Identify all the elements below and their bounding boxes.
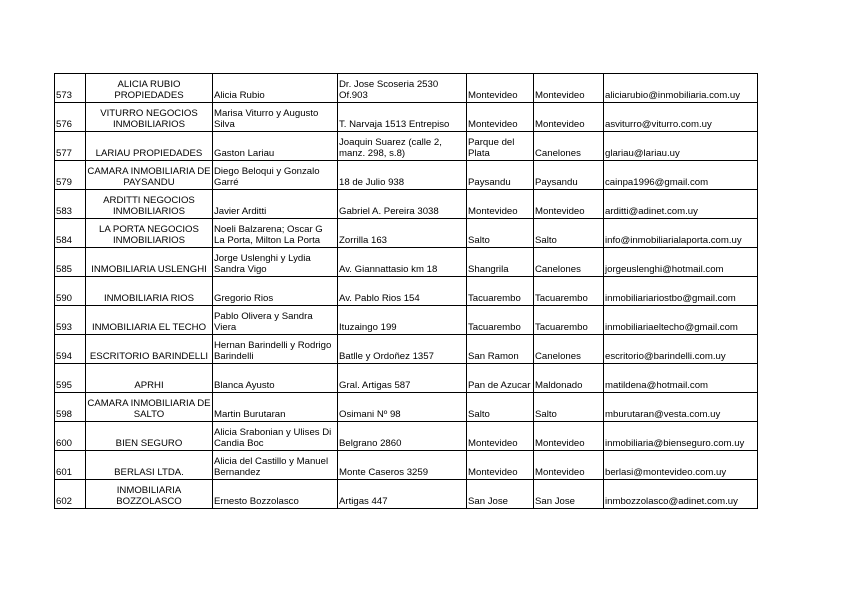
cell-number-text: 601 bbox=[56, 467, 73, 478]
cell-email-text: aliciarubio@inmobiliaria.com.uy bbox=[605, 90, 741, 101]
cell-number bbox=[55, 393, 86, 422]
cell-number-text: 576 bbox=[56, 119, 73, 130]
cell-address-text: Batlle y Ordoñez 1357 bbox=[339, 351, 434, 362]
cell-city bbox=[467, 306, 534, 335]
cell-number-text: 593 bbox=[56, 322, 73, 333]
cell-contact bbox=[213, 190, 338, 219]
cell-agency-text: LARIAU PROPIEDADES bbox=[95, 148, 203, 159]
cell-agency-text: VITURRO NEGOCIOS INMOBILIARIOS bbox=[100, 108, 198, 130]
table-row bbox=[55, 335, 758, 364]
cell-address bbox=[338, 74, 467, 103]
cell-city bbox=[467, 335, 534, 364]
table-row bbox=[55, 451, 758, 480]
cell-email-text: cainpa1996@gmail.com bbox=[605, 177, 709, 188]
cell-address-text: Artigas 447 bbox=[339, 496, 388, 507]
agencies-table bbox=[54, 73, 758, 509]
cell-email-text: inmbozzolasco@adinet.com.uy bbox=[605, 496, 738, 507]
cell-city bbox=[467, 364, 534, 393]
cell-number-text: 573 bbox=[56, 90, 73, 101]
cell-number bbox=[55, 190, 86, 219]
cell-contact bbox=[213, 451, 338, 480]
cell-address bbox=[338, 451, 467, 480]
cell-contact-text: Alicia Rubio bbox=[214, 90, 265, 101]
cell-city bbox=[467, 277, 534, 306]
cell-department-text: Salto bbox=[535, 235, 557, 246]
cell-number-text: 584 bbox=[56, 235, 73, 246]
cell-address bbox=[338, 306, 467, 335]
cell-city bbox=[467, 132, 534, 161]
cell-department-text: Montevideo bbox=[535, 119, 585, 130]
cell-agency bbox=[86, 277, 213, 306]
cell-address-text: Av. Giannattasio km 18 bbox=[339, 264, 438, 275]
cell-address bbox=[338, 422, 467, 451]
cell-department bbox=[534, 277, 604, 306]
cell-email-text: asviturro@viturro.com.uy bbox=[605, 119, 712, 130]
cell-department-text: Canelones bbox=[535, 264, 581, 275]
cell-city bbox=[467, 422, 534, 451]
cell-contact bbox=[213, 74, 338, 103]
cell-department-text: Paysandu bbox=[535, 177, 578, 188]
cell-contact bbox=[213, 248, 338, 277]
cell-city-text: Montevideo bbox=[468, 438, 518, 449]
cell-number bbox=[55, 364, 86, 393]
table-body bbox=[55, 74, 758, 509]
cell-department bbox=[534, 190, 604, 219]
cell-contact bbox=[213, 364, 338, 393]
cell-contact-text: Javier Arditti bbox=[214, 206, 267, 217]
cell-department-text: Maldonado bbox=[535, 380, 583, 391]
cell-city-text: Parque del Plata bbox=[468, 137, 515, 159]
cell-contact bbox=[213, 393, 338, 422]
table-row bbox=[55, 422, 758, 451]
cell-number bbox=[55, 306, 86, 335]
cell-city-text: San Ramon bbox=[468, 351, 519, 362]
cell-email bbox=[604, 190, 758, 219]
cell-address-text: Ituzaingo 199 bbox=[339, 322, 397, 333]
cell-city-text: Shangrila bbox=[468, 264, 509, 275]
cell-contact-text: Martin Burutaran bbox=[214, 409, 286, 420]
cell-department-text: Canelones bbox=[535, 148, 581, 159]
cell-agency bbox=[86, 74, 213, 103]
cell-address-text: Monte Caseros 3259 bbox=[339, 467, 429, 478]
table-row bbox=[55, 219, 758, 248]
cell-agency bbox=[86, 248, 213, 277]
cell-contact bbox=[213, 480, 338, 509]
cell-number-text: 595 bbox=[56, 380, 73, 391]
table-row bbox=[55, 277, 758, 306]
cell-contact-text: Alicia Srabonian y Ulises Di Candia Boc bbox=[214, 427, 332, 449]
cell-city-text: Montevideo bbox=[468, 119, 518, 130]
cell-email bbox=[604, 335, 758, 364]
cell-department-text: Montevideo bbox=[535, 206, 585, 217]
cell-agency bbox=[86, 451, 213, 480]
cell-email bbox=[604, 422, 758, 451]
cell-agency-text: INMOBILIARIA EL TECHO bbox=[91, 322, 207, 333]
cell-email-text: inmobiliariaeltecho@gmail.com bbox=[605, 322, 738, 333]
cell-department bbox=[534, 335, 604, 364]
cell-number bbox=[55, 74, 86, 103]
cell-address bbox=[338, 161, 467, 190]
cell-contact bbox=[213, 132, 338, 161]
cell-number bbox=[55, 451, 86, 480]
cell-address-text: 18 de Julio 938 bbox=[339, 177, 405, 188]
cell-department-text: Salto bbox=[535, 409, 557, 420]
cell-number-text: 602 bbox=[56, 496, 73, 507]
cell-address-text: Joaquin Suarez (calle 2, manz. 298, s.8) bbox=[339, 137, 442, 159]
cell-agency bbox=[86, 190, 213, 219]
cell-agency bbox=[86, 335, 213, 364]
cell-address bbox=[338, 364, 467, 393]
cell-address bbox=[338, 480, 467, 509]
cell-city bbox=[467, 248, 534, 277]
cell-city bbox=[467, 74, 534, 103]
cell-department-text: Tacuarembo bbox=[535, 322, 588, 333]
cell-department-text: Canelones bbox=[535, 351, 581, 362]
cell-contact bbox=[213, 335, 338, 364]
cell-agency bbox=[86, 480, 213, 509]
cell-number-text: 577 bbox=[56, 148, 73, 159]
cell-agency bbox=[86, 306, 213, 335]
cell-address bbox=[338, 190, 467, 219]
cell-contact-text: Jorge Uslenghi y Lydia Sandra Vigo bbox=[214, 253, 311, 275]
cell-department-text: Montevideo bbox=[535, 467, 585, 478]
cell-city bbox=[467, 451, 534, 480]
cell-department bbox=[534, 364, 604, 393]
cell-agency bbox=[86, 422, 213, 451]
cell-email-text: berlasi@montevideo.com.uy bbox=[605, 467, 727, 478]
table-row bbox=[55, 161, 758, 190]
cell-email-text: glariau@lariau.uy bbox=[605, 148, 680, 159]
table-row bbox=[55, 103, 758, 132]
table-row bbox=[55, 74, 758, 103]
cell-email-text: escritorio@barindelli.com.uy bbox=[605, 351, 726, 362]
cell-city bbox=[467, 219, 534, 248]
cell-number bbox=[55, 248, 86, 277]
cell-agency-text: ARDITTI NEGOCIOS INMOBILIARIOS bbox=[103, 195, 195, 217]
cell-department-text: Tacuarembo bbox=[535, 293, 588, 304]
cell-department bbox=[534, 422, 604, 451]
cell-number-text: 585 bbox=[56, 264, 73, 275]
cell-city-text: San Jose bbox=[468, 496, 509, 507]
cell-contact-text: Ernesto Bozzolasco bbox=[214, 496, 299, 507]
cell-city-text: Pan de Azucar bbox=[468, 380, 531, 391]
cell-email bbox=[604, 132, 758, 161]
cell-city-text: Tacuarembo bbox=[468, 322, 521, 333]
cell-email-text: arditti@adinet.com.uy bbox=[605, 206, 698, 217]
cell-agency-text: BIEN SEGURO bbox=[115, 438, 183, 449]
cell-agency-text: BERLASI LTDA. bbox=[114, 467, 184, 478]
cell-agency bbox=[86, 364, 213, 393]
cell-contact bbox=[213, 161, 338, 190]
cell-department-text: Montevideo bbox=[535, 438, 585, 449]
cell-number-text: 594 bbox=[56, 351, 73, 362]
cell-city-text: Montevideo bbox=[468, 467, 518, 478]
cell-city-text: Salto bbox=[468, 409, 490, 420]
cell-city-text: Salto bbox=[468, 235, 490, 246]
cell-agency-text: CAMARA INMOBILIARIA DE PAYSANDU bbox=[87, 166, 211, 188]
cell-contact-text: Noeli Balzarena; Oscar G La Porta, Milton La Porta bbox=[214, 224, 323, 246]
cell-address bbox=[338, 393, 467, 422]
cell-city bbox=[467, 103, 534, 132]
cell-email bbox=[604, 277, 758, 306]
cell-agency-text: INMOBILIARIA BOZZOLASCO bbox=[116, 485, 182, 507]
cell-contact-text: Blanca Ayusto bbox=[214, 380, 275, 391]
cell-agency-text: APRHI bbox=[134, 380, 164, 391]
table-row bbox=[55, 306, 758, 335]
cell-email bbox=[604, 480, 758, 509]
cell-city bbox=[467, 190, 534, 219]
cell-contact-text: Alicia del Castillo y Manuel Bernandez bbox=[214, 456, 329, 478]
table-row bbox=[55, 248, 758, 277]
cell-email bbox=[604, 364, 758, 393]
cell-address-text: Belgrano 2860 bbox=[339, 438, 402, 449]
cell-email-text: inmobiliaria@bienseguro.com.uy bbox=[605, 438, 745, 449]
cell-email bbox=[604, 219, 758, 248]
cell-contact bbox=[213, 219, 338, 248]
cell-department-text: San Jose bbox=[535, 496, 576, 507]
cell-agency-text: ESCRITORIO BARINDELLI bbox=[89, 351, 209, 362]
cell-contact-text: Hernan Barindelli y Rodrigo Barindelli bbox=[214, 340, 332, 362]
cell-number bbox=[55, 277, 86, 306]
table-row bbox=[55, 132, 758, 161]
cell-number bbox=[55, 219, 86, 248]
cell-contact-text: Gregorio Rios bbox=[214, 293, 274, 304]
cell-address-text: Av. Pablo Rios 154 bbox=[339, 293, 420, 304]
cell-contact bbox=[213, 103, 338, 132]
cell-city-text: Tacuarembo bbox=[468, 293, 521, 304]
cell-email bbox=[604, 248, 758, 277]
cell-email-text: inmobiliariariostbo@gmail.com bbox=[605, 293, 736, 304]
cell-number-text: 583 bbox=[56, 206, 73, 217]
cell-department bbox=[534, 132, 604, 161]
cell-address-text: Gabriel A. Pereira 3038 bbox=[339, 206, 439, 217]
cell-department bbox=[534, 451, 604, 480]
table-row bbox=[55, 480, 758, 509]
cell-address bbox=[338, 248, 467, 277]
cell-email bbox=[604, 74, 758, 103]
cell-contact-text: Pablo Olivera y Sandra Viera bbox=[214, 311, 313, 333]
cell-email-text: matildena@hotmail.com bbox=[605, 380, 709, 391]
cell-address bbox=[338, 335, 467, 364]
cell-number bbox=[55, 422, 86, 451]
cell-number-text: 579 bbox=[56, 177, 73, 188]
cell-email-text: jorgeuslenghi@hotmail.com bbox=[605, 264, 724, 275]
cell-email-text: mburutaran@vesta.com.uy bbox=[605, 409, 721, 420]
cell-address-text: Dr. Jose Scoseria 2530 Of.903 bbox=[339, 79, 439, 101]
cell-address bbox=[338, 277, 467, 306]
cell-number bbox=[55, 132, 86, 161]
table-row bbox=[55, 190, 758, 219]
table-row bbox=[55, 393, 758, 422]
cell-contact-text: Diego Beloqui y Gonzalo Garré bbox=[214, 166, 320, 188]
cell-department bbox=[534, 219, 604, 248]
cell-number bbox=[55, 103, 86, 132]
cell-agency bbox=[86, 393, 213, 422]
cell-address bbox=[338, 103, 467, 132]
cell-number bbox=[55, 335, 86, 364]
cell-agency-text: INMOBILIARIA USLENGHI bbox=[91, 264, 207, 275]
cell-agency bbox=[86, 161, 213, 190]
cell-contact bbox=[213, 422, 338, 451]
cell-city bbox=[467, 480, 534, 509]
cell-agency-text: CAMARA INMOBILIARIA DE SALTO bbox=[87, 398, 211, 420]
cell-number bbox=[55, 480, 86, 509]
cell-agency bbox=[86, 103, 213, 132]
cell-address bbox=[338, 132, 467, 161]
cell-agency-text: LA PORTA NEGOCIOS INMOBILIARIOS bbox=[99, 224, 199, 246]
cell-department-text: Montevideo bbox=[535, 90, 585, 101]
cell-department bbox=[534, 74, 604, 103]
cell-email bbox=[604, 306, 758, 335]
cell-email bbox=[604, 393, 758, 422]
cell-number-text: 590 bbox=[56, 293, 73, 304]
cell-contact-text: Marisa Viturro y Augusto Silva bbox=[214, 108, 319, 130]
cell-address-text: Osimani Nº 98 bbox=[339, 409, 401, 420]
cell-number-text: 600 bbox=[56, 438, 73, 449]
cell-email bbox=[604, 103, 758, 132]
cell-contact-text: Gaston Lariau bbox=[214, 148, 275, 159]
cell-city bbox=[467, 161, 534, 190]
cell-agency-text: INMOBILIARIA RIOS bbox=[103, 293, 195, 304]
cell-city bbox=[467, 393, 534, 422]
cell-email bbox=[604, 161, 758, 190]
cell-department bbox=[534, 248, 604, 277]
cell-city-text: Montevideo bbox=[468, 90, 518, 101]
table-row bbox=[55, 364, 758, 393]
cell-number bbox=[55, 161, 86, 190]
cell-agency bbox=[86, 219, 213, 248]
cell-contact bbox=[213, 306, 338, 335]
cell-contact bbox=[213, 277, 338, 306]
cell-number-text: 598 bbox=[56, 409, 73, 420]
cell-city-text: Paysandu bbox=[468, 177, 511, 188]
cell-address bbox=[338, 219, 467, 248]
cell-city-text: Montevideo bbox=[468, 206, 518, 217]
cell-address-text: T. Narvaja 1513 Entrepiso bbox=[339, 119, 450, 130]
cell-department bbox=[534, 480, 604, 509]
cell-address-text: Zorrilla 163 bbox=[339, 235, 387, 246]
cell-department bbox=[534, 161, 604, 190]
cell-agency-text: ALICIA RUBIO PROPIEDADES bbox=[114, 79, 184, 101]
cell-agency bbox=[86, 132, 213, 161]
cell-department bbox=[534, 393, 604, 422]
cell-department bbox=[534, 103, 604, 132]
cell-department bbox=[534, 306, 604, 335]
cell-email-text: info@inmobiliarialaporta.com.uy bbox=[605, 235, 742, 246]
cell-email bbox=[604, 451, 758, 480]
cell-address-text: Gral. Artigas 587 bbox=[339, 380, 411, 391]
